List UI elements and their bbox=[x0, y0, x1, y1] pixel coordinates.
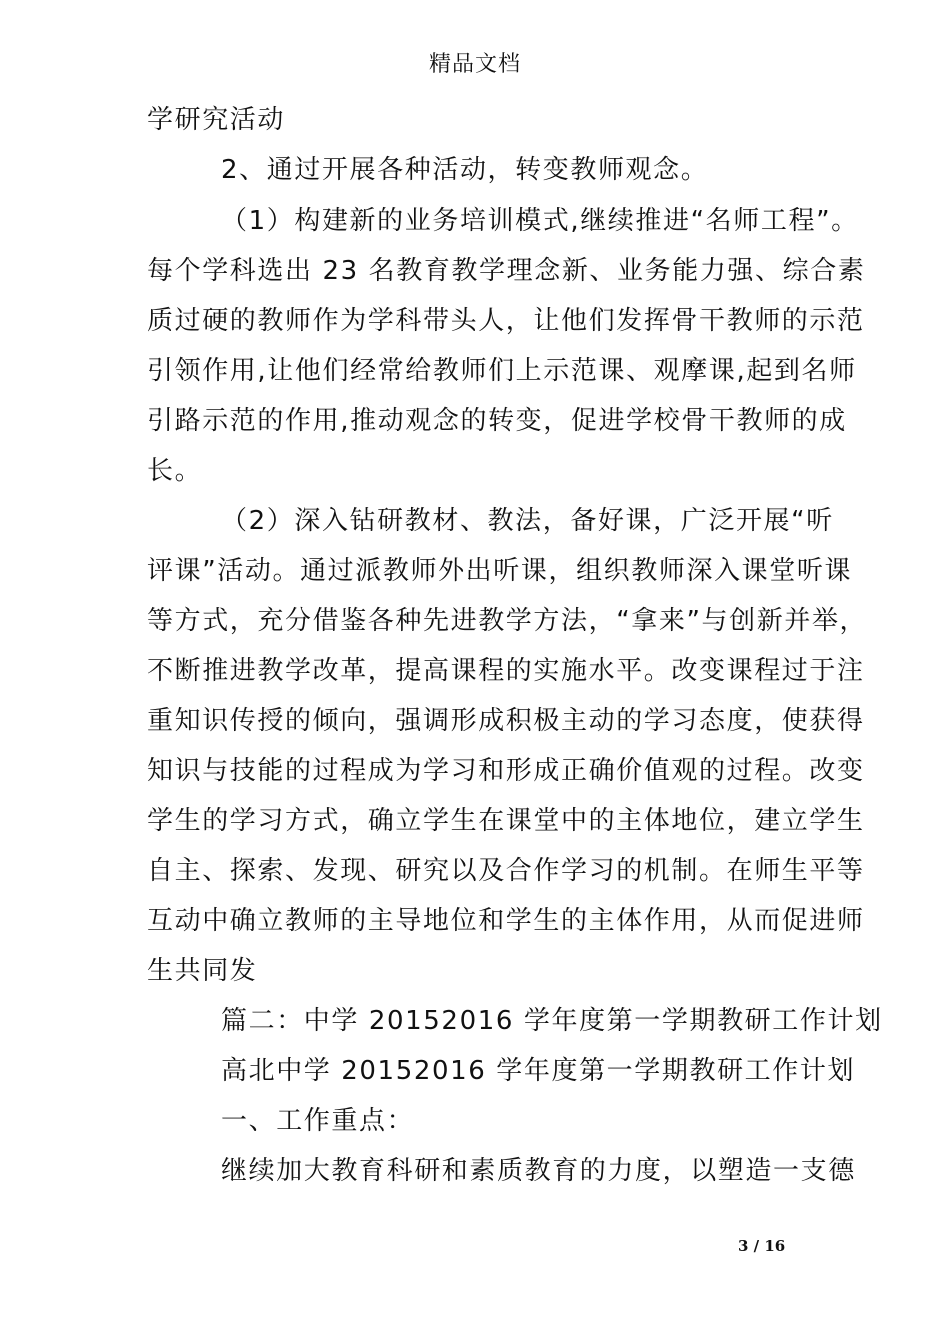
section-heading: 2、通过开展各种活动，转变教师观念。 bbox=[221, 155, 709, 185]
page-header: 精品文档 bbox=[428, 52, 521, 77]
text-line: 继续加大教育科研和素质教育的力度，以塑造一支德 bbox=[221, 1156, 856, 1186]
text-line: 长。 bbox=[147, 456, 203, 486]
text-line: 不断推进教学改革，提高课程的实施水平。改变课程过于注 bbox=[147, 656, 865, 686]
text-line: 自主、探索、发现、研究以及合作学习的机制。在师生平等 bbox=[147, 856, 865, 886]
text-line: 学研究活动 bbox=[147, 105, 286, 135]
text-line: 引领作用,让他们经常给教师们上示范课、观摩课,起到名师 bbox=[147, 356, 857, 386]
text-line: 质过硬的教师作为学科带头人，让他们发挥骨干教师的示范 bbox=[147, 306, 865, 336]
text-line: 重知识传授的倾向，强调形成积极主动的学习态度，使获得 bbox=[147, 706, 865, 736]
text-line: 知识与技能的过程成为学习和形成正确价值观的过程。改变 bbox=[147, 756, 865, 786]
text-line: 学生的学习方式，确立学生在课堂中的主体地位，建立学生 bbox=[147, 806, 865, 836]
text-line: （1）构建新的业务培训模式,继续推进“名师工程”。 bbox=[221, 206, 859, 236]
text-line: 每个学科选出 23 名教育教学理念新、业务能力强、综合素 bbox=[147, 256, 866, 286]
text-line: 生共同发 bbox=[147, 956, 258, 986]
section-title: 篇二：中学 20152016 学年度第一学期教研工作计划 bbox=[221, 1006, 883, 1036]
section-heading: 一、工作重点： bbox=[221, 1106, 415, 1136]
text-line: （2）深入钻研教材、教法，备好课，广泛开展“听 bbox=[221, 506, 834, 536]
text-line: 评课”活动。通过派教师外出听课，组织教师深入课堂听课 bbox=[147, 556, 853, 586]
text-line: 互动中确立教师的主导地位和学生的主体作用，从而促进师 bbox=[147, 906, 865, 936]
text-line: 等方式，充分借鉴各种先进教学方法，“拿来”与创新并举， bbox=[147, 606, 868, 636]
document-title: 高北中学 20152016 学年度第一学期教研工作计划 bbox=[221, 1056, 856, 1086]
page-number: 3 / 16 bbox=[738, 1237, 786, 1255]
text-line: 引路示范的作用,推动观念的转变，促进学校骨干教师的成 bbox=[147, 406, 847, 436]
